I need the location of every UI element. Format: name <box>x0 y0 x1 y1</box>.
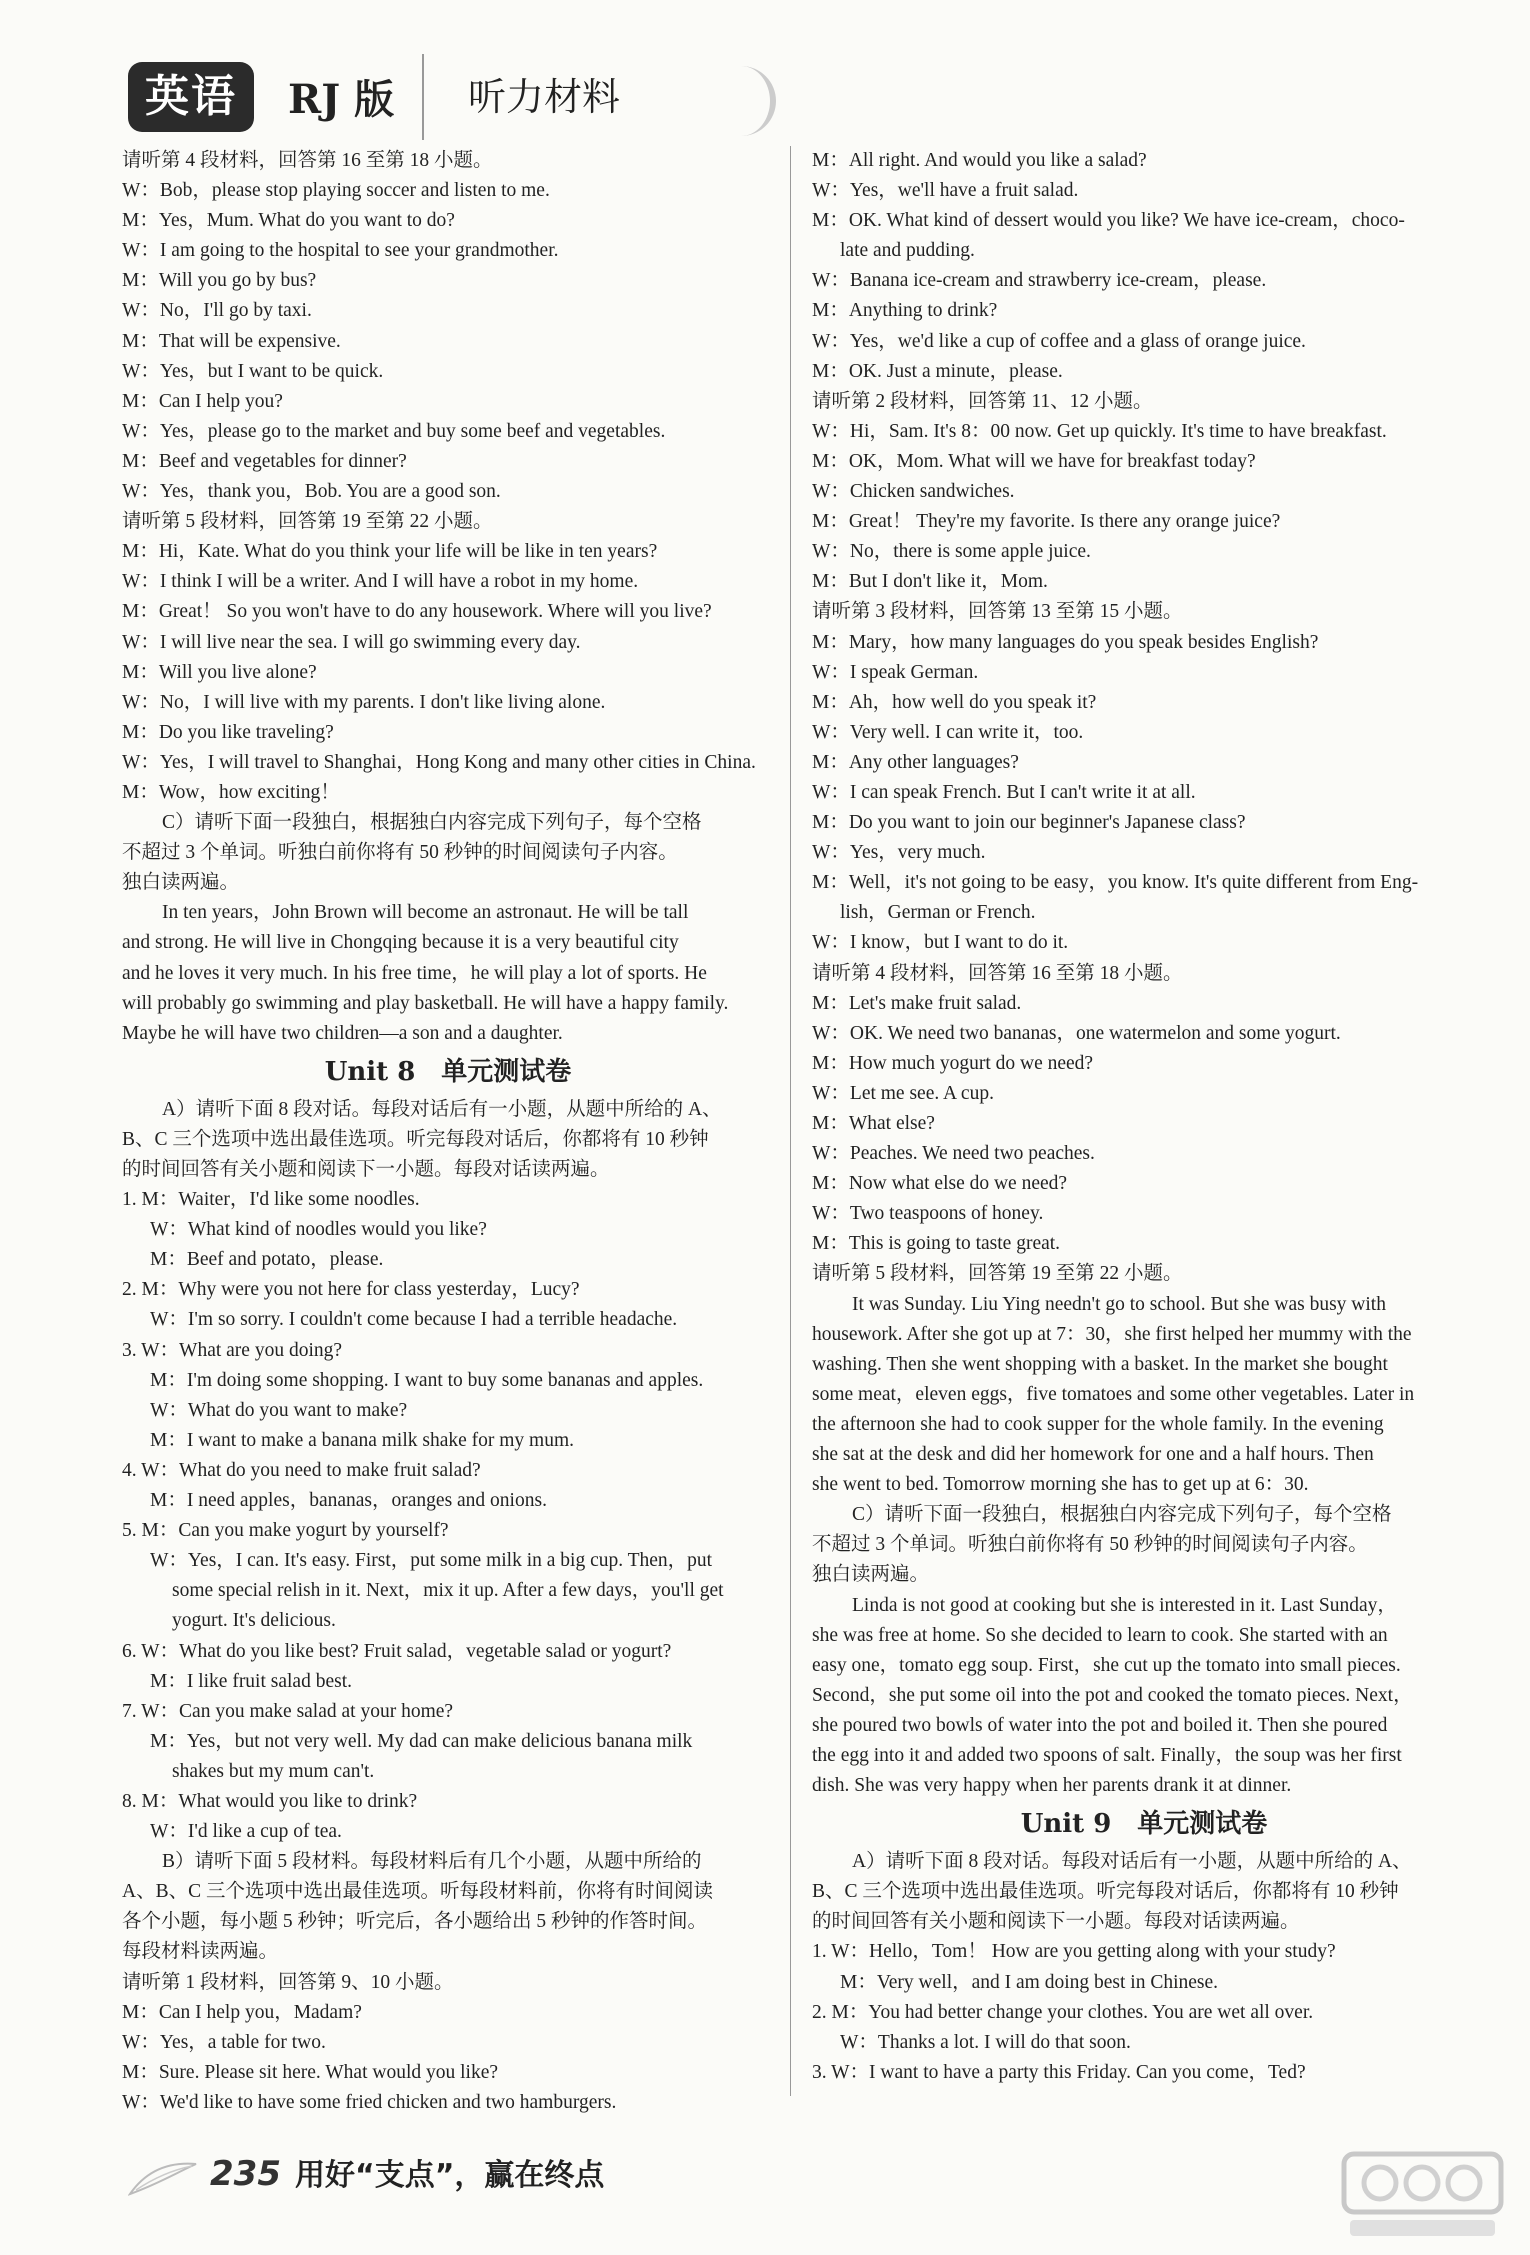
text-line: 请听第 1 段材料，回答第 9、10 小题。 <box>122 1971 454 1993</box>
text-line: M：Sure. Please sit here. What would you like? <box>122 2061 499 2083</box>
text-line: B、C 三个选项中选出最佳选项。听完每段对话后，你都将有 10 秒钟 <box>122 1128 709 1150</box>
text-line: M：Yes，but not very well. My dad can make delicious banana milk <box>150 1730 693 1752</box>
text-line: 8. M：What would you like to drink? <box>122 1790 418 1812</box>
text-line: M：Will you go by bus? <box>122 270 317 292</box>
text-line: M：Beef and potato，please. <box>150 1249 384 1271</box>
text-line: 每段材料读两遍。 <box>122 1941 279 1963</box>
text-line: M：Great！ They're my favorite. Is there any orange juice? <box>812 511 1281 533</box>
text-line: W：Yes，we'll have a fruit salad. <box>812 180 1079 202</box>
text-line: 独白读两遍。 <box>122 872 240 894</box>
text-line: W：Bob，please stop playing soccer and listen to me. <box>122 180 550 202</box>
text-line: W：Yes，thank you，Bob. You are a good son. <box>122 481 501 503</box>
text-line: W：I think I will be a writer. And I will have a robot in my home. <box>122 571 639 593</box>
text-line: the afternoon she had to cook supper for the whole family. In the evening <box>812 1413 1384 1435</box>
text-line: W：No，there is some apple juice. <box>812 541 1091 563</box>
text-line: M：Great！ So you won't have to do any housework. Where will you live? <box>122 601 712 623</box>
text-line: 请听第 4 段材料，回答第 16 至第 18 小题。 <box>812 962 1183 984</box>
text-line: 2. M：You had better change your clothes. You are wet all over. <box>812 2001 1314 2023</box>
text-line: M：Yes，Mum. What do you want to do? <box>122 210 455 232</box>
header-swoosh-decoration <box>630 66 776 136</box>
text-line: C）请听下面一段独白，根据独白内容完成下列句子，每个空格 <box>162 812 702 834</box>
text-line: M：Let's make fruit salad. <box>812 992 1022 1014</box>
text-line: It was Sunday. Liu Ying needn't go to school. But she was busy with <box>852 1293 1386 1315</box>
text-line: M：Do you want to join our beginner's Japanese class? <box>812 812 1246 834</box>
text-line: 独白读两遍。 <box>812 1564 930 1586</box>
text-line: yogurt. It's delicious. <box>172 1610 336 1632</box>
page-footer <box>128 2150 604 2210</box>
page-header <box>100 52 760 147</box>
text-line: she was free at home. So she decided to learn to cook. She started with an <box>812 1624 1388 1646</box>
text-line: A、B、C 三个选项中选出最佳选项。听每段材料前，你将有时间阅读 <box>122 1881 713 1903</box>
text-line: housework. After she got up at 7：30，she first helped her mummy with the <box>812 1323 1412 1345</box>
text-line: 5. M：Can you make yogurt by yourself? <box>122 1520 449 1542</box>
text-line: M：Very well，and I am doing best in Chinese. <box>840 1971 1219 1993</box>
text-line: W：Hi，Sam. It's 8：00 now. Get up quickly. It's time to have breakfast. <box>812 420 1387 442</box>
text-line: 请听第 5 段材料，回答第 19 至第 22 小题。 <box>812 1263 1183 1285</box>
unit-heading: Unit 8 单元测试卷 <box>324 1056 572 1087</box>
text-line: M：Beef and vegetables for dinner? <box>122 450 407 472</box>
text-line: A）请听下面 8 段对话。每段对话后有一小题，从题中所给的 A、 <box>162 1098 722 1120</box>
text-line: M：Wow，how exciting！ <box>122 781 340 803</box>
text-line: W：I know，but I want to do it. <box>812 932 1069 954</box>
text-line: W：No，I will live with my parents. I don't like living alone. <box>122 691 606 713</box>
text-line: shakes but my mum can't. <box>172 1760 375 1782</box>
page-number: 235 <box>210 2154 281 2194</box>
text-line: 2. M：Why were you not here for class yesterday，Lucy? <box>122 1279 580 1301</box>
text-line: she poured two bowls of water into the pot and boiled it. Then she poured <box>812 1714 1388 1736</box>
text-line: W：Yes，I can. It's easy. First，put some milk in a big cup. Then，put <box>150 1550 713 1572</box>
text-line: W：Chicken sandwiches. <box>812 481 1015 503</box>
text-line: M：I like fruit salad best. <box>150 1670 352 1692</box>
text-line: In ten years，John Brown will become an astronaut. He will be tall <box>162 902 689 924</box>
text-line: W：Peaches. We need two peaches. <box>812 1143 1095 1165</box>
text-line: she went to bed. Tomorrow morning she has to get up at 6：30. <box>812 1474 1309 1496</box>
text-line: M：Mary，how many languages do you speak besides English? <box>812 631 1319 653</box>
text-line: W：Yes，we'd like a cup of coffee and a glass of orange juice. <box>812 330 1306 352</box>
text-line: M：Well，it's not going to be easy，you know. It's quite different from Eng- <box>812 872 1419 894</box>
text-line: M：That will be expensive. <box>122 330 341 352</box>
text-line: W：I can speak French. But I can't write it at all. <box>812 781 1196 803</box>
text-line: W：I will live near the sea. I will go swimming every day. <box>122 631 581 653</box>
text-line: W：I am going to the hospital to see your grandmother. <box>122 240 559 262</box>
text-line: some meat，eleven eggs，five tomatoes and some other vegetables. Later in <box>812 1383 1415 1405</box>
text-line: M：Hi，Kate. What do you think your life will be like in ten years? <box>122 541 658 563</box>
text-line: B、C 三个选项中选出最佳选项。听完每段对话后，你都将有 10 秒钟 <box>812 1881 1399 1903</box>
leaf-decoration-icon <box>128 2158 198 2198</box>
unit-heading: Unit 9 单元测试卷 <box>1020 1809 1268 1840</box>
watermark-stamp-icon <box>1340 2150 1505 2242</box>
right-column <box>812 146 1476 2088</box>
text-line: W：I'm so sorry. I couldn't come because I had a terrible headache. <box>150 1309 678 1331</box>
text-line: W：Yes，please go to the market and buy some beef and vegetables. <box>122 420 666 442</box>
text-line: Maybe he will have two children—a son and a daughter. <box>122 1022 563 1044</box>
text-line: M：This is going to taste great. <box>812 1233 1061 1255</box>
text-line: W：I speak German. <box>812 661 979 683</box>
text-line: 请听第 5 段材料，回答第 19 至第 22 小题。 <box>122 511 493 533</box>
text-line: M：I want to make a banana milk shake for my mum. <box>150 1429 575 1451</box>
text-line: some special relish in it. Next，mix it up. After a few days，you'll get <box>172 1580 724 1602</box>
text-line: W：OK. We need two bananas，one watermelon and some yogurt. <box>812 1022 1341 1044</box>
text-line: M：I need apples，bananas，oranges and onions. <box>150 1490 547 1512</box>
text-line: M：Anything to drink? <box>812 300 998 322</box>
text-line: M：I'm doing some shopping. I want to buy some bananas and apples. <box>150 1369 704 1391</box>
text-line: W：We'd like to have some fried chicken and two hamburgers. <box>122 2091 617 2113</box>
text-line: M：How much yogurt do we need? <box>812 1052 1094 1074</box>
text-line: M：Will you live alone? <box>122 661 317 683</box>
footer-slogan: 用好“支点”，赢在终点 <box>294 2158 605 2193</box>
text-line: 7. W：Can you make salad at your home? <box>122 1700 454 1722</box>
text-line: 1. M：Waiter，I'd like some noodles. <box>122 1189 420 1211</box>
text-line: B）请听下面 5 段材料。每段材料后有几个小题，从题中所给的 <box>162 1851 702 1873</box>
text-line: 的时间回答有关小题和阅读下一小题。每段对话读两遍。 <box>122 1159 610 1180</box>
text-line: W：What kind of noodles would you like? <box>150 1219 487 1241</box>
text-line: 请听第 2 段材料，回答第 11、12 小题。 <box>812 390 1153 412</box>
subject-badge: 英语 <box>128 62 254 132</box>
text-line: 3. W：I want to have a party this Friday. Can you come，Ted? <box>812 2061 1306 2083</box>
text-line: 各个小题，每小题 5 秒钟；听完后，各小题给出 5 秒钟的作答时间。 <box>122 1911 708 1933</box>
text-line: 不超过 3 个单词。听独白前你将有 50 秒钟的时间阅读句子内容。 <box>812 1534 1368 1556</box>
text-line: M：But I don't like it，Mom. <box>812 571 1048 593</box>
text-line: 不超过 3 个单词。听独白前你将有 50 秒钟的时间阅读句子内容。 <box>122 842 678 864</box>
text-line: M：Can I help you，Madam? <box>122 2001 362 2023</box>
text-line: M：Can I help you? <box>122 390 283 412</box>
text-line: M：OK. What kind of dessert would you like? We have ice-cream，choco- <box>812 210 1405 232</box>
text-line: 6. W：What do you like best? Fruit salad，vegetable salad or yogurt? <box>122 1640 672 1662</box>
edition-label: RJ 版 <box>288 76 395 123</box>
text-line: W：No，I'll go by taxi. <box>122 300 312 322</box>
text-line: M：Now what else do we need? <box>812 1173 1068 1195</box>
text-line: W：Very well. I can write it，too. <box>812 721 1084 743</box>
text-line: W：Two teaspoons of honey. <box>812 1203 1044 1225</box>
header-divider <box>422 54 424 140</box>
text-line: W：Thanks a lot. I will do that soon. <box>840 2031 1131 2053</box>
text-line: W：Yes，but I want to be quick. <box>122 360 384 382</box>
text-line: 请听第 3 段材料，回答第 13 至第 15 小题。 <box>812 601 1183 623</box>
text-line: W：Let me see. A cup. <box>812 1082 994 1104</box>
text-line: washing. Then she went shopping with a basket. In the market she bought <box>812 1353 1388 1375</box>
text-line: W：What do you want to make? <box>150 1399 408 1421</box>
text-line: M：What else? <box>812 1113 935 1134</box>
text-line: 的时间回答有关小题和阅读下一小题。每段对话读两遍。 <box>812 1911 1300 1933</box>
text-line: M：Do you like traveling? <box>122 721 334 743</box>
text-line: 4. W：What do you need to make fruit salad? <box>122 1459 481 1481</box>
text-line: W：Yes，I will travel to Shanghai，Hong Kong and many other cities in China. <box>122 751 756 773</box>
text-line: easy one，tomato egg soup. First，she cut up the tomato into small pieces. <box>812 1654 1401 1676</box>
text-line: will probably go swimming and play basketball. He will have a happy family. <box>122 992 729 1014</box>
section-title: 听力材料 <box>468 75 621 119</box>
text-line: Linda is not good at cooking but she is interested in it. Last Sunday， <box>852 1594 1397 1616</box>
left-column <box>122 146 774 2118</box>
text-line: late and pudding. <box>840 240 975 262</box>
text-line: 1. W：Hello，Tom！ How are you getting along with your study? <box>812 1941 1336 1963</box>
text-line: Second，she put some oil into the pot and cooked the tomato pieces. Next， <box>812 1684 1413 1706</box>
text-line: M：All right. And would you like a salad? <box>812 150 1147 171</box>
column-divider <box>790 146 791 2096</box>
text-line: lish，German or French. <box>840 902 1036 924</box>
text-line: she sat at the desk and did her homework for one and a half hours. Then <box>812 1444 1374 1466</box>
text-line: W：Yes，a table for two. <box>122 2031 326 2053</box>
text-line: W：I'd like a cup of tea. <box>150 1821 342 1843</box>
text-line: M：Any other languages? <box>812 751 1019 773</box>
text-line: M：OK，Mom. What will we have for breakfast today? <box>812 450 1256 472</box>
text-line: W：Banana ice-cream and strawberry ice-cream，please. <box>812 270 1267 292</box>
text-line: the egg into it and added two spoons of salt. Finally，the soup was her first <box>812 1744 1402 1766</box>
text-line: A）请听下面 8 段对话。每段对话后有一小题，从题中所给的 A、 <box>852 1851 1412 1873</box>
text-line: C）请听下面一段独白，根据独白内容完成下列句子，每个空格 <box>852 1504 1392 1526</box>
text-line: 3. W：What are you doing? <box>122 1339 343 1361</box>
text-line: dish. She was very happy when her parents drank it at dinner. <box>812 1775 1292 1797</box>
text-line: 请听第 4 段材料，回答第 16 至第 18 小题。 <box>122 150 493 171</box>
text-line: W：Yes，very much. <box>812 842 986 864</box>
text-line: M：OK. Just a minute，please. <box>812 360 1063 382</box>
text-line: M：Ah，how well do you speak it? <box>812 691 1097 713</box>
text-line: and he loves it very much. In his free time，he will play a lot of sports. He <box>122 962 707 984</box>
text-line: and strong. He will live in Chongqing because it is a very beautiful city <box>122 932 679 954</box>
